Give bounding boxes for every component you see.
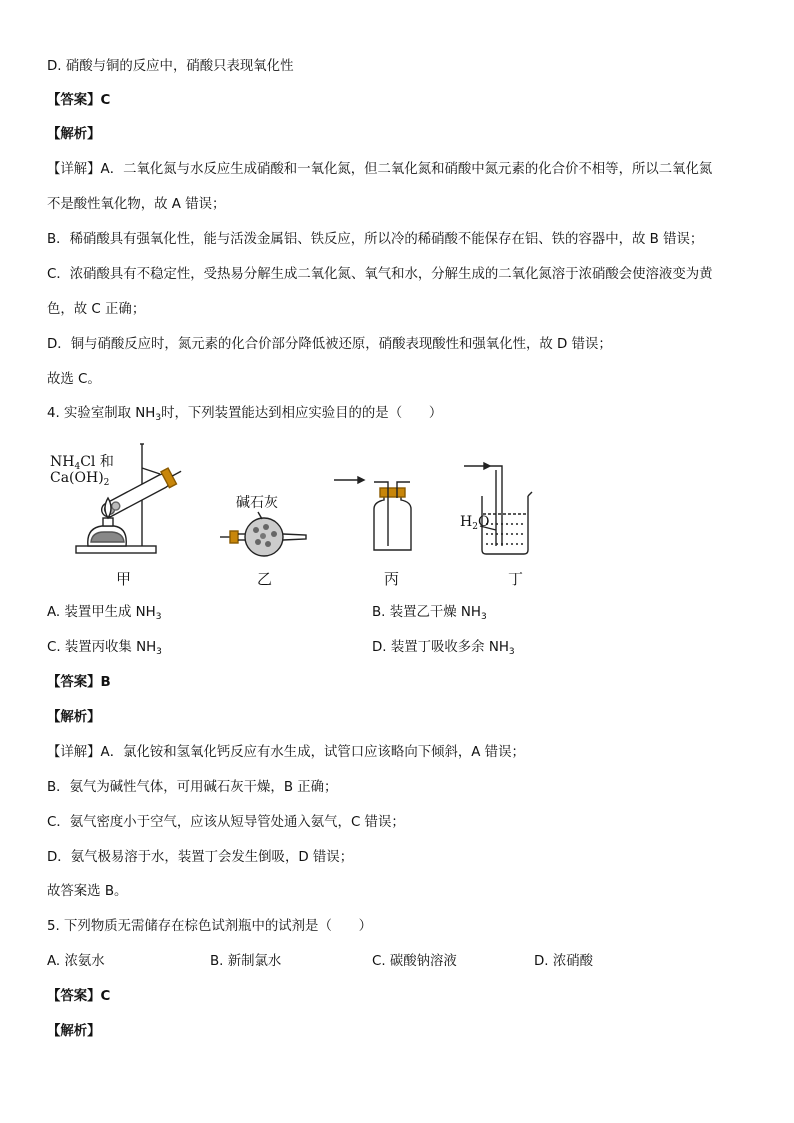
q5-option-c: C. 碳酸钠溶液 [372,954,457,969]
q4-detail-c: C．氨气密度小于空气，应该从短导管处通入氨气，C 错误； [47,815,405,830]
q4-answer: 【答案】B [47,675,111,690]
q3-option-d: D. 硝酸与铜的反应中，硝酸只表现氧化性 [47,59,294,74]
q3-analysis-heading: 【解析】 [47,127,101,142]
q3-detail-c-line2: 色，故 C 正确； [47,302,146,317]
q5-option-d: D. 浓硝酸 [534,954,593,969]
q4-detail-a: 【详解】A．氯化铵和氢氧化钙反应有水生成，试管口应该略向下倾斜，A 错误； [47,745,525,760]
q4-stem: 4. 实验室制取 $NH_3$时，下列装置能达到相应实验目的的是（ ） [47,406,443,423]
q3-detail-b: B．稀硝酸具有强氧化性，能与活泼金属铝、铁反应，所以冷的稀硝酸不能保存在铝、铁的容器中，故 B 错误； [47,232,704,247]
q3-detail-a-line1: 【详解】A．二氧化氮与水反应生成硝酸和一氧化氮，但二氧化氮和硝酸中氮元素的化合价不相等，所以二氧化氮 [47,162,713,177]
q4-conclusion: 故答案选 B。 [47,884,128,899]
q4-analysis-heading: 【解析】 [47,710,101,725]
label-jia: 甲 [116,570,132,588]
water-label: $H_2O$ [460,514,490,532]
q4-option-a: A. 装置甲生成 $NH_3$ [47,605,162,622]
q4-option-c: C. 装置丙收集 $NH_3$ [47,640,162,657]
q3-answer: 【答案】C [47,93,111,108]
label-bing: 丙 [384,570,400,588]
q4-option-d: D. 装置丁吸收多余 $NH_3$ [372,640,515,657]
q5-stem: 5. 下列物质无需储存在棕色试剂瓶中的试剂是（ ） [47,919,373,934]
soda-lime-label: 碱石灰 [236,495,278,511]
reagent-label: $NH_4Cl$ 和 $Ca(OH)_2$ [50,454,114,488]
q5-option-b: B. 新制氯水 [210,954,282,969]
q3-detail-a-line2: 不是酸性氧化物，故 A 错误； [47,197,226,212]
apparatus-ding [464,463,532,554]
apparatus-bing [334,477,411,550]
q3-detail-c-line1: C．浓硝酸具有不稳定性，受热易分解生成二氧化氮、氧气和水，分解生成的二氧化氮溶于浓硝酸会使溶液变为黄 [47,267,713,282]
q4-detail-b: B．氨气为碱性气体，可用碱石灰干燥，B 正确； [47,780,338,795]
q5-analysis-heading: 【解析】 [47,1024,101,1039]
q3-conclusion: 故选 C。 [47,372,101,387]
label-yi: 乙 [257,570,273,588]
q3-detail-d: D．铜与硝酸反应时，氮元素的化合价部分降低被还原，硝酸表现酸性和强氧化性，故 D 错误； [47,337,612,352]
q5-option-a: A. 浓氨水 [47,954,105,969]
q5-answer: 【答案】C [47,989,111,1004]
q4-detail-d: D．氨气极易溶于水，装置丁会发生倒吸，D 错误； [47,850,354,865]
q4-option-b: B. 装置乙干燥 $NH_3$ [372,605,487,622]
apparatus-figure [44,434,564,594]
apparatus-yi [220,512,306,556]
label-ding: 丁 [508,570,524,588]
